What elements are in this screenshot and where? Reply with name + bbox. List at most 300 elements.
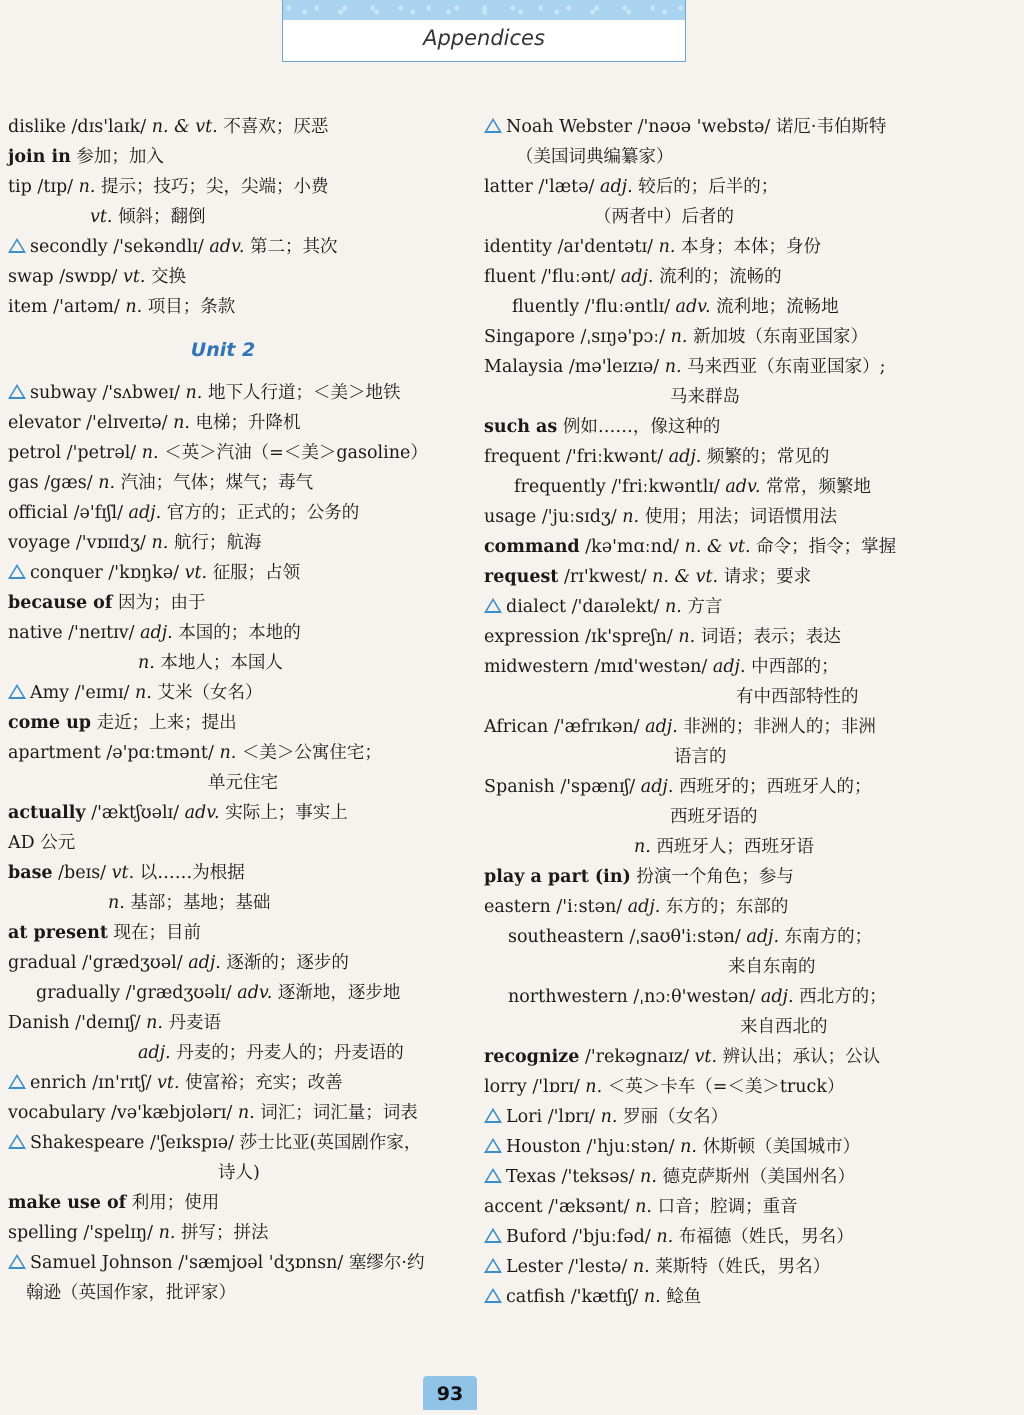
part-of-speech: n.	[656, 1227, 674, 1247]
part-of-speech: vt.	[157, 1073, 180, 1093]
phonetic: /swɒp/	[59, 267, 118, 287]
part-of-speech: n.	[585, 1077, 603, 1097]
part-of-speech: adj.	[600, 177, 633, 197]
headword: conquer	[30, 563, 103, 583]
phonetic: /'æfrɪkən/	[553, 717, 640, 737]
entry-continuation	[484, 382, 994, 412]
vocab-entry	[8, 262, 478, 292]
entry-continuation	[484, 832, 994, 862]
phonetic: /və'kæbjʊlərɪ/	[111, 1103, 233, 1123]
definition: 词语；表示；表达	[700, 627, 841, 647]
definition: 逐渐地，逐步地	[277, 983, 401, 1003]
phonetic: /'sæmjʊəl 'dʒɒnsn/	[178, 1253, 344, 1273]
headword: midwestern	[484, 657, 589, 677]
entry-continuation	[8, 888, 478, 918]
headword: Danish	[8, 1013, 70, 1033]
vocab-entry	[8, 408, 478, 438]
definition: 东南方的；	[784, 927, 873, 947]
vocab-entry	[8, 1068, 478, 1098]
headword: Amy	[30, 683, 70, 703]
headword: Samuel Johnson	[30, 1253, 173, 1273]
vocab-entry	[8, 858, 478, 888]
vocab-entry	[8, 1218, 478, 1248]
definition: 马来西亚（东南亚国家）;	[687, 357, 886, 377]
definition: 东方的；东部的	[665, 897, 789, 917]
vocab-entry	[8, 588, 478, 618]
vocab-entry	[484, 862, 994, 892]
vocab-entry	[484, 502, 994, 532]
definition: 莱斯特（姓氏，男名）	[655, 1257, 831, 1277]
triangle-marker-icon	[8, 1074, 26, 1089]
phonetic: /ɪn'rɪtʃ/	[92, 1073, 152, 1093]
part-of-speech: vt.	[90, 207, 113, 227]
phonetic: /'hjuːstən/	[586, 1137, 675, 1157]
part-of-speech: n.	[151, 533, 169, 553]
headword: base	[8, 863, 53, 883]
headword: fluent	[484, 267, 536, 287]
definition: 参加；加入	[76, 147, 164, 167]
vocab-entry	[484, 1072, 994, 1102]
part-of-speech: n.	[622, 507, 640, 527]
definition: 德克萨斯州（美国州名）	[662, 1167, 855, 1187]
header-tab	[282, 0, 686, 62]
vocab-entry	[484, 232, 994, 262]
vocab-entry	[8, 142, 478, 172]
headword: spelling	[8, 1223, 78, 1243]
vocab-entry	[8, 1188, 478, 1218]
vocab-entry	[484, 1282, 994, 1312]
definition: 西北方的；	[799, 987, 887, 1007]
definition: 流利地；流畅地	[716, 297, 839, 317]
phonetic: /'lætə/	[538, 177, 595, 197]
entry-continuation	[8, 648, 478, 678]
headword: Malaysia	[484, 357, 564, 377]
vocab-entry	[8, 1008, 478, 1038]
entry-continuation	[484, 802, 994, 832]
definition: 例如……，像这种的	[562, 417, 721, 437]
headword: apartment	[8, 743, 101, 763]
vocab-entry	[8, 618, 478, 648]
entry-continuation	[484, 982, 994, 1012]
definition: 词汇；词汇量；词表	[260, 1103, 418, 1123]
phonetic: /'iːstən/	[556, 897, 623, 917]
vocab-entry	[484, 1102, 994, 1132]
part-of-speech: n.	[664, 357, 682, 377]
headword: actually	[8, 803, 86, 823]
part-of-speech: n.	[678, 627, 696, 647]
phonetic: /'fluːənt/	[541, 267, 616, 287]
entry-continuation	[484, 742, 994, 772]
header-decoration	[283, 0, 685, 20]
phonetic: /'friːkwəntlɪ/	[611, 477, 720, 497]
headword: such as	[484, 417, 558, 437]
phonetic: /aɪ'dentətɪ/	[557, 237, 654, 257]
part-of-speech: n.	[173, 413, 190, 433]
part-of-speech: n.	[141, 443, 159, 463]
phonetic: /ˌsɪŋə'pɔː/	[580, 327, 666, 347]
definition: 辨认出；承认；公认	[722, 1047, 881, 1067]
header-title: Appendices	[423, 26, 545, 50]
vocab-entry	[484, 352, 994, 382]
headword: petrol	[8, 443, 62, 463]
phonetic: /'daɪəlekt/	[571, 597, 660, 617]
definition: 命令；指令；掌握	[756, 537, 897, 557]
headword: make use of	[8, 1193, 127, 1213]
headword: frequently	[514, 477, 606, 497]
vocab-entry	[8, 828, 478, 858]
entry-continuation	[8, 202, 478, 232]
part-of-speech: n.	[185, 383, 203, 403]
phonetic: /'æktʃʊəlɪ/	[91, 803, 180, 823]
part-of-speech: adj.	[746, 927, 780, 947]
definition: 地下人行道；＜美＞地铁	[207, 383, 401, 403]
definition: 有中西部特性的	[736, 687, 859, 707]
entry-continuation	[8, 768, 478, 798]
phonetic: /'elɪveɪtə/	[86, 413, 168, 433]
phonetic: /'kætfɪʃ/	[570, 1287, 639, 1307]
part-of-speech: adj.	[645, 717, 678, 737]
definition: 西班牙人；西班牙语	[656, 837, 814, 857]
definition: 西班牙语的	[670, 807, 758, 827]
headword: identity	[484, 237, 552, 257]
phonetic: /ˌnɔːθ'westən/	[633, 987, 756, 1007]
part-of-speech: adv.	[675, 297, 711, 317]
vocab-entry	[484, 262, 994, 292]
part-of-speech: adv.	[184, 803, 220, 823]
headword: Singapore	[484, 327, 575, 347]
phonetic: /'aɪtəm/	[53, 297, 120, 317]
definition: 罗丽（女名）	[623, 1107, 729, 1127]
vocab-entry	[484, 412, 994, 442]
definition: 来自西北的	[740, 1017, 828, 1037]
phonetic: /'eɪmɪ/	[74, 683, 130, 703]
definition: 较后的；后半的；	[638, 177, 779, 197]
part-of-speech: n.	[600, 1107, 618, 1127]
definition: 交换	[151, 267, 186, 287]
definition: 非洲的；非洲人的；非洲	[683, 717, 876, 737]
part-of-speech: n.	[632, 1257, 650, 1277]
vocab-entry	[484, 172, 994, 202]
unit-heading: Unit 2	[190, 339, 256, 361]
definition: 塞缪尔·约	[348, 1253, 425, 1273]
definition: 公元	[40, 833, 76, 853]
vocab-entry	[8, 1098, 478, 1128]
headword: African	[484, 717, 549, 737]
vocab-entry	[8, 232, 478, 262]
definition: 项目；条款	[147, 297, 236, 317]
definition: 诗人)	[218, 1163, 260, 1183]
definition: 频繁的；常见的	[706, 447, 830, 467]
definition: 使富裕；充实；改善	[185, 1073, 343, 1093]
vocab-entry	[8, 292, 478, 322]
definition: 请求；要求	[723, 567, 812, 587]
headword: gradual	[8, 953, 77, 973]
vocab-entry	[484, 592, 994, 622]
part-of-speech: n.	[108, 893, 125, 913]
headword: secondly	[30, 237, 108, 257]
vocab-entry	[8, 1248, 478, 1278]
headword: AD	[8, 833, 35, 853]
definition: 倾斜；翻倒	[118, 207, 206, 227]
headword: northwestern	[508, 987, 628, 1007]
definition: 西班牙的；西班牙人的；	[678, 777, 872, 797]
vocab-entry	[8, 678, 478, 708]
definition: 丹麦的；丹麦人的；丹麦语的	[176, 1043, 404, 1063]
vocab-entry	[484, 322, 994, 352]
part-of-speech: adj.	[620, 267, 654, 287]
entry-continuation	[8, 1158, 478, 1188]
entry-continuation	[484, 922, 994, 952]
part-of-speech: n.	[138, 653, 155, 673]
part-of-speech: vt.	[694, 1047, 718, 1067]
headword: Shakespeare	[30, 1133, 145, 1153]
part-of-speech: n.	[670, 327, 688, 347]
phonetic: /'nəʊə 'webstə/	[637, 117, 771, 137]
definition: 新加坡（东南亚国家）	[693, 327, 869, 347]
definition: 现在；目前	[113, 923, 201, 943]
vocab-entry	[484, 562, 994, 592]
definition: 诺厄·韦伯斯特	[775, 117, 887, 137]
definition: 单元住宅	[208, 773, 278, 793]
triangle-marker-icon	[8, 564, 26, 579]
entry-continuation	[8, 1038, 478, 1068]
vocab-entry	[8, 438, 478, 468]
part-of-speech: n.	[658, 237, 676, 257]
headword: Noah Webster	[506, 117, 632, 137]
definition: ＜美＞公寓住宅；	[241, 743, 382, 763]
definition: 本国的；本地的	[178, 623, 301, 643]
phonetic: /'vɒɪɪdʒ/	[75, 533, 146, 553]
headword: Lori	[506, 1107, 543, 1127]
right-column	[484, 112, 994, 1312]
part-of-speech: adj.	[760, 987, 794, 1007]
headword: command	[484, 537, 580, 557]
vocab-entry	[8, 468, 478, 498]
phonetic: /'spelɪŋ/	[83, 1223, 153, 1243]
triangle-marker-icon	[484, 1138, 502, 1153]
part-of-speech: n.	[125, 297, 143, 317]
definition: 鲶鱼	[666, 1287, 702, 1307]
vocab-entry	[8, 708, 478, 738]
headword: expression	[484, 627, 580, 647]
phonetic: /mɪd'westən/	[594, 657, 708, 677]
definition: 本身；本体；身份	[681, 237, 822, 257]
vocab-entry	[8, 918, 478, 948]
phonetic: /'æksənt/	[548, 1197, 630, 1217]
definition: 因为；由于	[117, 593, 206, 613]
part-of-speech: n.	[640, 1167, 657, 1187]
headword: gradually	[36, 983, 120, 1003]
vocab-entry	[8, 1128, 478, 1158]
phonetic: /ˌsaʊθ'iːstən/	[629, 927, 741, 947]
part-of-speech: n.	[219, 743, 237, 763]
vocab-entry	[484, 1162, 994, 1192]
triangle-marker-icon	[484, 1258, 502, 1273]
definition: 走近；上来；提出	[96, 713, 237, 733]
definition: 莎士比亚(英国剧作家，	[239, 1133, 422, 1153]
phonetic: /gæs/	[44, 473, 93, 493]
headword: catfish	[506, 1287, 566, 1307]
triangle-marker-icon	[484, 598, 502, 613]
part-of-speech: n. & vt.	[684, 537, 751, 557]
definition: 基部；基地；基础	[130, 893, 271, 913]
headword: Lester	[506, 1257, 563, 1277]
entry-continuation	[484, 682, 994, 712]
definition: 第二；其次	[249, 237, 338, 257]
phonetic: /'grædʒʊəl/	[82, 953, 183, 973]
headword: frequent	[484, 447, 561, 467]
vocab-entry	[484, 1252, 994, 1282]
definition: 来自东南的	[728, 957, 816, 977]
part-of-speech: adv.	[237, 983, 273, 1003]
left-column	[8, 112, 478, 1308]
definition: （两者中）后者的	[594, 207, 734, 227]
phonetic: /'lestə/	[568, 1257, 628, 1277]
headword: accent	[484, 1197, 543, 1217]
entry-continuation	[484, 472, 994, 502]
part-of-speech: adj.	[627, 897, 661, 917]
headword: subway	[30, 383, 97, 403]
part-of-speech: n.	[634, 837, 651, 857]
triangle-marker-icon	[8, 238, 26, 253]
definition: 航行；航海	[173, 533, 262, 553]
part-of-speech: adv.	[725, 477, 761, 497]
phonetic: /ə'pɑːtmənt/	[106, 743, 214, 763]
definition: 中西部的；	[751, 657, 839, 677]
entry-continuation	[8, 1278, 478, 1308]
definition: 官方的；正式的；公务的	[166, 503, 360, 523]
phonetic: /'fluːəntlɪ/	[584, 297, 670, 317]
definition: 艾米（女名）	[157, 683, 263, 703]
part-of-speech: adj.	[668, 447, 702, 467]
phonetic: /'sʌbweɪ/	[102, 383, 180, 403]
phonetic: /'juːsɪdʒ/	[541, 507, 617, 527]
definition: 语言的	[674, 747, 727, 767]
vocab-entry	[484, 1132, 994, 1162]
vocab-entry	[484, 652, 994, 682]
definition: 常常，频繁地	[765, 477, 871, 497]
headword: native	[8, 623, 63, 643]
part-of-speech: n.	[146, 1013, 163, 1033]
definition: 以……为根据	[139, 863, 245, 883]
vocab-entry	[484, 112, 994, 142]
definition: 流利的；流畅的	[659, 267, 782, 287]
definition: 汽油；气体；煤气；毒气	[120, 473, 314, 493]
triangle-marker-icon	[8, 684, 26, 699]
vocab-entry	[8, 738, 478, 768]
definition: 不喜欢；厌恶	[223, 117, 329, 137]
headword: enrich	[30, 1073, 87, 1093]
vocab-entry	[8, 948, 478, 978]
part-of-speech: adj.	[140, 623, 173, 643]
vocab-entry	[8, 558, 478, 588]
headword: join in	[8, 147, 71, 167]
headword: latter	[484, 177, 533, 197]
phonetic: /'kɒŋkə/	[108, 563, 180, 583]
phonetic: /ɪk'spreʃn/	[585, 627, 673, 647]
vocab-entry	[8, 798, 478, 828]
part-of-speech: adj.	[188, 953, 221, 973]
part-of-speech: adj.	[138, 1043, 171, 1063]
part-of-speech: vt.	[111, 863, 135, 883]
triangle-marker-icon	[484, 1168, 502, 1183]
definition: 利用；使用	[131, 1193, 220, 1213]
triangle-marker-icon	[8, 1254, 26, 1269]
phonetic: /'rekəgnaɪz/	[584, 1047, 689, 1067]
definition: 丹麦语	[168, 1013, 222, 1033]
vocab-entry	[484, 1192, 994, 1222]
headword: item	[8, 297, 48, 317]
headword: usage	[484, 507, 537, 527]
definition: 扮演一个角色；参与	[636, 867, 794, 887]
triangle-marker-icon	[8, 1134, 26, 1149]
headword: dialect	[506, 597, 567, 617]
phonetic: /rɪ'kwest/	[563, 567, 647, 587]
headword: lorry	[484, 1077, 527, 1097]
part-of-speech: vt.	[122, 267, 146, 287]
part-of-speech: n.	[78, 177, 96, 197]
part-of-speech: n.	[158, 1223, 176, 1243]
part-of-speech: adj.	[640, 777, 674, 797]
headword: voyage	[8, 533, 71, 553]
triangle-marker-icon	[484, 118, 502, 133]
part-of-speech: adj.	[128, 503, 162, 523]
part-of-speech: n.	[680, 1137, 697, 1157]
headword: gas	[8, 473, 39, 493]
headword: at present	[8, 923, 108, 943]
vocab-entry	[484, 1222, 994, 1252]
triangle-marker-icon	[8, 384, 26, 399]
phonetic: /'deɪnɪʃ/	[75, 1013, 141, 1033]
triangle-marker-icon	[484, 1228, 502, 1243]
headword: Houston	[506, 1137, 581, 1157]
part-of-speech: adv.	[209, 237, 245, 257]
definition: 方言	[687, 597, 723, 617]
definition: 翰逊（英国作家，批评家）	[26, 1283, 236, 1303]
entry-continuation	[8, 978, 478, 1008]
headword: come up	[8, 713, 92, 733]
triangle-marker-icon	[484, 1288, 502, 1303]
headword: official	[8, 503, 68, 523]
headword: Texas	[506, 1167, 556, 1187]
definition: 电梯；升降机	[195, 413, 301, 433]
entry-continuation	[484, 292, 994, 322]
page-number: 93	[423, 1376, 477, 1410]
headword: dislike	[8, 117, 66, 137]
definition: 休斯顿（美国城市）	[702, 1137, 861, 1157]
part-of-speech: n. & vt.	[151, 117, 218, 137]
definition: （美国词典编纂家）	[516, 147, 674, 167]
phonetic: /'lɒrɪ/	[547, 1107, 596, 1127]
headword: tip	[8, 177, 32, 197]
phonetic: /beɪs/	[58, 863, 107, 883]
entry-continuation	[484, 952, 994, 982]
phonetic: /kə'mɑːnd/	[585, 537, 679, 557]
phonetic: /'lɒrɪ/	[532, 1077, 580, 1097]
vocab-entry	[8, 378, 478, 408]
vocab-entry	[484, 622, 994, 652]
phonetic: /ə'fɪʃl/	[73, 503, 123, 523]
headword: swap	[8, 267, 54, 287]
phonetic: /dɪs'laɪk/	[71, 117, 147, 137]
part-of-speech: n. & vt.	[652, 567, 719, 587]
definition: 征服；占领	[212, 563, 301, 583]
definition: 逐渐的；逐步的	[226, 953, 349, 973]
part-of-speech: n.	[135, 683, 152, 703]
entry-continuation	[484, 142, 994, 172]
triangle-marker-icon	[484, 1108, 502, 1123]
vocab-entry	[484, 712, 994, 742]
